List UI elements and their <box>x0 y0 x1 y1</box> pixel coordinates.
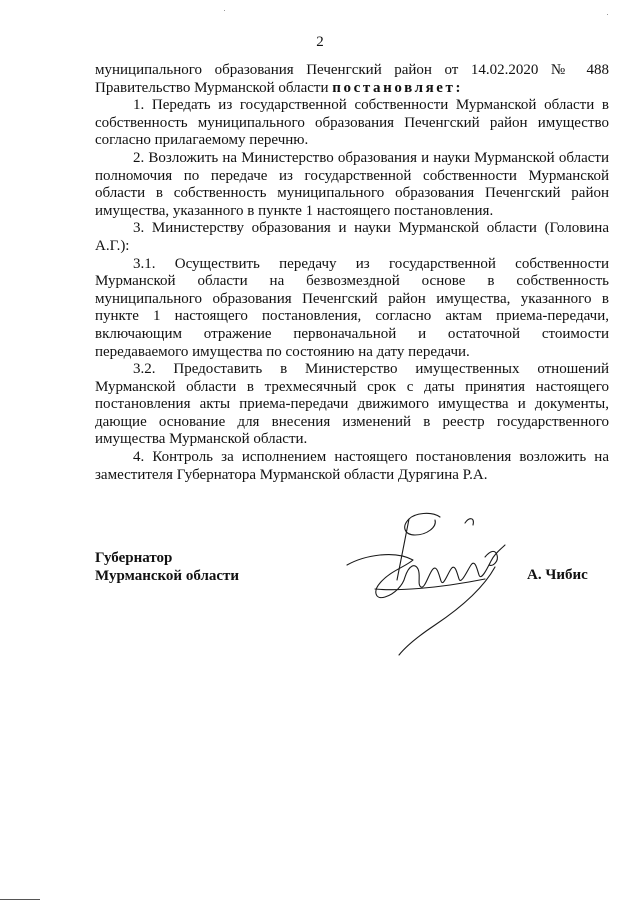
paragraph-3: 3. Министерству образования и науки Мурманской области (Головина А.Г.): <box>95 220 609 254</box>
signatory-title <box>95 549 239 585</box>
scan-artifact <box>607 14 608 15</box>
document-body <box>95 62 609 484</box>
paragraph-3-2: 3.2. Предоставить в Министерство имущественных отношений Мурманской области в трехмесячный срок с даты принятия настоящего постановления акты приема-передачи движимого имущества и документы, дающие основание для внесения изменений в реестр государственного имущества Мурманской области. <box>95 361 609 448</box>
intro-text: муниципального образования Печенгский район от 14.02.2020 № 488 Правительство Мурманской области <box>95 62 609 96</box>
footer-divider <box>0 899 40 900</box>
scan-artifact <box>224 10 225 11</box>
intro-paragraph <box>95 62 609 97</box>
paragraph-3-1: 3.1. Осуществить передачу из государственной собственности Мурманской области на безвозмездной основе в собственность муниципального образования Печенгский район имущества, указанного в пункте 1 настоящего постановления, согласно актам приема-передачи, включающим отражение первоначальной и остаточной стоимости передаваемого имущества по состоянию на дату передачи. <box>95 255 609 360</box>
handwritten-signature-icon <box>335 505 525 670</box>
signatory-title-line-1: Губернатор <box>95 550 173 566</box>
signatory-name: А. Чибис <box>527 567 588 583</box>
decree-word: постановляет: <box>332 79 464 96</box>
paragraph-2: 2. Возложить на Министерство образования и науки Мурманской области полномочия по передаче из государственной собственности Мурманской области в собственность муниципального образования Печенгский район имущества, указанного в пункте 1 настоящего постановления. <box>95 149 609 219</box>
paragraph-1: 1. Передать из государственной собственности Мурманской области в собственность муниципального образования Печенгский район имущество согласно прилагаемому перечню. <box>95 97 609 149</box>
signatory-title-line-2: Мурманской области <box>95 568 240 584</box>
page-number: 2 <box>316 34 324 50</box>
paragraph-4: 4. Контроль за исполнением настоящего постановления возложить на заместителя Губернатора Мурманской области Дурягина Р.А. <box>95 449 609 483</box>
